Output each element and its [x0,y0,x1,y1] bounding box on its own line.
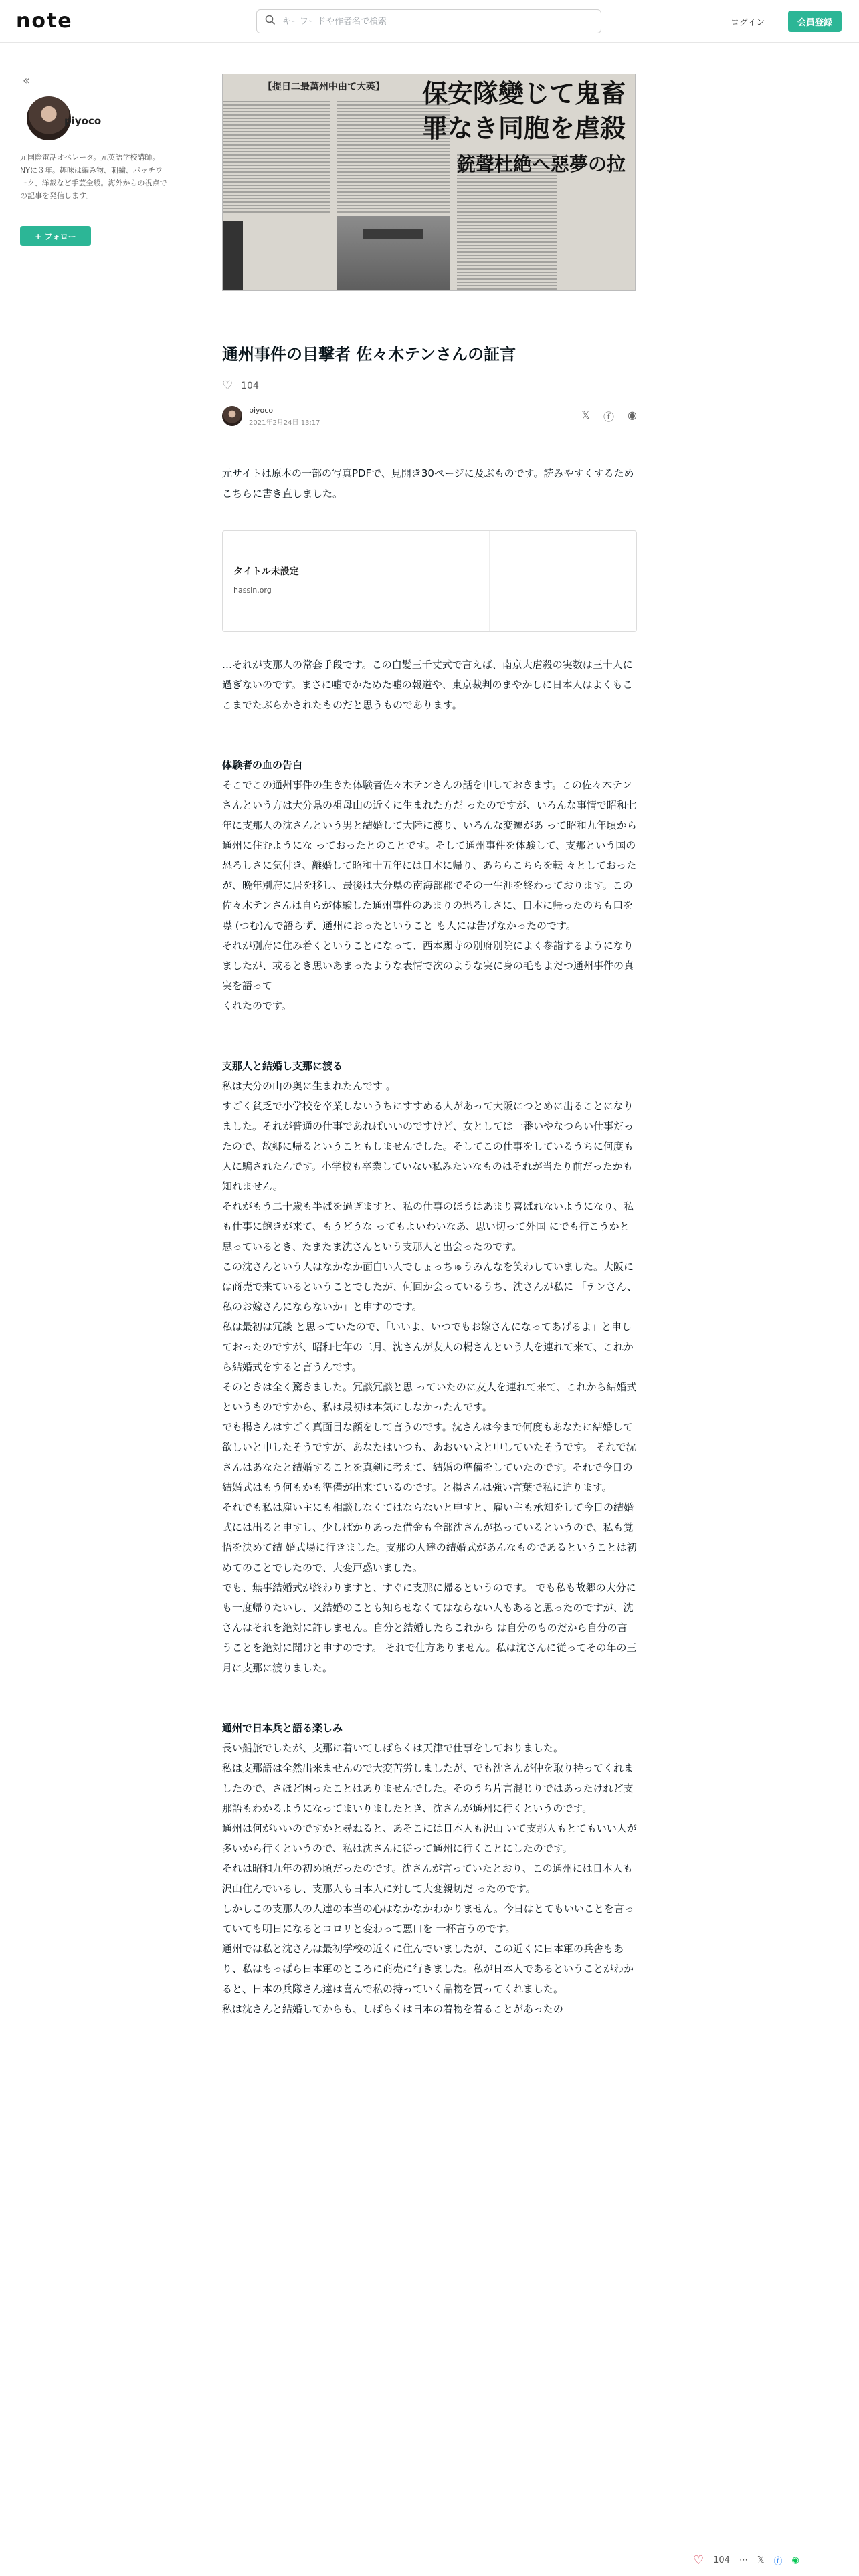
hero-headline-2: 罪なき同胞を虐殺 [421,113,626,143]
paragraph: 通州では私と沈さんは最初学校の近くに住んでいましたが、この近くに日本軍の兵舎もあり、私はもっぱら日本軍のところに商売に行きました。私が日本人であるということがわかると、日本の兵隊さん達は喜んで私の持っていく品物を買ってくれました。 [222,1943,634,1995]
paragraph: 私は大分の山の奥に生まれたんです 。 [222,1080,396,1092]
like-count: 104 [241,380,259,391]
x-share-icon[interactable]: 𝕏 [581,409,591,421]
embed-host: hassin.org [233,586,272,595]
link-embed-card[interactable] [222,530,637,632]
paragraph: それでも私は雇い主にも相談しなくてはならないと申すと、雇い主も承知をして今日の結婚式には出ると申すし、少しばかりあった借金も全部沈さんが払っているというので、私も覚悟を決めて結 婚式場に行きました。支那の人達の結婚式があんなものであるということは初めてのことでしたので、大変戸惑いました。 [222,1501,637,1574]
sidebar-author-name[interactable]: piyoco [64,115,102,127]
paragraph: くれたのです。 [222,1000,292,1012]
intro-paragraph: 元サイトは原本の一部の写真PDFで、見開き30ページに及ぶものです。読みやすくするためこちらに書き直しました。 [222,467,634,500]
article-title: 通州事件の目撃者 佐々木テンさんの証言 [222,345,516,364]
section-body-2 [222,1076,637,1678]
like-row [222,379,637,393]
paragraph: 通州は何がいいのですかと尋ねると、あそこには日本人も沢山 いて支那人もとてもいい人が多いから行くというので、私は沈さんに従って通州に行くことにしたのです。 [222,1822,637,1854]
section-heading-2: 支那人と結婚し支那に渡る [222,1060,343,1072]
paragraph: 長い船旅でしたが、支那に着いてしばらくは天津で仕事をしておりました。 [222,1742,564,1754]
collapse-sidebar-icon[interactable]: « [23,74,31,88]
facebook-share-icon[interactable]: ⓕ [773,2556,783,2567]
paragraph: 私は沈さんと結婚してからも、しばらくは日本の着物を着ることがあったの [222,2003,563,2015]
line-share-icon[interactable]: ◉ [791,2555,799,2565]
follow-button[interactable]: + フォロー [20,226,91,246]
top-header [0,0,859,43]
paragraph: 私は最初は冗談 と思っていたので、「いいよ、いつでもお嫁さんになってあげるよ」と申しておったのですが、昭和七年の二月、沈さんが友人の楊さんという人を連れて来て、これから結婚式をすると言うんです。 [222,1321,634,1373]
paragraph: それが別府に住み着くということになって、西本願寺の別府別院によく参詣するようになりましたが、或るとき思いあまったような表情で次のような実に身の毛もよだつ通州事件の真実を語って [222,940,634,992]
hero-photo [337,216,450,291]
article-main [222,74,637,2019]
section-body-1 [222,775,637,1016]
facebook-share-icon[interactable]: ⓕ [603,411,615,423]
hero-headline-3: 銃聲杜絶へ惡夢の拉 [456,153,626,175]
more-icon[interactable]: ⋯ [739,2555,748,2565]
note-logo[interactable]: note [16,9,73,33]
paragraph: それがもう二十歳も半ばを過ぎますと、私の仕事のほうはあまり喜ばれないようになり、私も仕事に飽きが来て、もうどうな ってもよいわいなあ、思い切って外国 にでも行こうかと思っているとき、たまたま沈さんという支那人と出会ったのです。 [222,1200,634,1253]
paragraph: それは昭和九年の初め頃だったのです。沈さんが言っていたとおり、この通州には日本人も沢山住んでいるし、支那人も日本人に対して大変親切だ ったのです。 [222,1862,633,1895]
share-icons [581,409,637,424]
paragraph: でも、無事結婚式が終わりますと、すぐに支那に帰るというのです。 でも私も故郷の大分にも一度帰りたいし、又結婚のことも知らせなくてはならない人もあると思ったのですが、沈さんはそれを絶対に許しません。自分と結婚したらこれから は自分のものだから自分の言うことを絶対に聞けと申すのです。 それで仕方ありません。私は沈さんに従ってその年の三月に支那に渡りました。 [222,1582,637,1674]
hero-newspaper-image [222,74,636,291]
embed-title: タイトル未設定 [233,566,299,577]
search-icon [265,15,276,28]
paragraph: そのときは全く驚きました。冗談冗談と思 っていたのに友人を連れて来て、これから結婚式というものですから、私は最初は本気にしなかったんです。 [222,1381,637,1413]
bottom-like-count: 104 [713,2555,730,2565]
author-avatar[interactable] [222,406,242,426]
paragraph: しかしこの支那人の人達の本当の心はなかなかわかりません。今日はとてもいいことを言っていても明日になるとコロリと変わって悪口を 一杯言うのです。 [222,1903,634,1935]
hero-headline-1: 保安隊變じて鬼畜 [421,78,626,108]
search-input[interactable] [282,17,577,27]
publish-date: 2021年2月24日 13:17 [249,419,320,427]
search-box[interactable] [256,9,601,33]
x-share-icon[interactable]: 𝕏 [757,2555,765,2565]
paragraph: 私は支那語は全然出来ませんので大変苦労しましたが、でも沈さんが仲を取り持ってくれましたので、さほど困ったことはありませんでした。そのうち片言混じりではあったけれど支那語もわかるようになってまいりましたとき、沈さんが通州に行くというのです。 [222,1762,634,1814]
line-share-icon[interactable]: ◉ [628,409,637,421]
paragraph: でも楊さんはすごく真面目な顔をして言うのです。沈さんは今まで何度もあなたに結婚して欲しいと申したそうですが、あなたはいつも、あおいいよと申していたそうです。 それで沈さんはあなたと結婚することを真剣に考えて、結婚の準備をしていたのです。それで今日の結婚式はもう何もかも準備が出来ているのです。と楊さんは強い言葉で私に迫ります。 [222,1421,636,1493]
lead-paragraph: …それが支那人の常套手段です。この白髪三千丈式で言えば、南京大虐殺の実数は三十人に過ぎないのです。まさに嘘でかためた嘘の報道や、東京裁判のまやかしに日本人はよくもここまでたぶらかされたものだと思うものであります。 [222,659,633,711]
login-button[interactable]: ログイン [723,12,773,31]
paragraph: この沈さんという人はなかなか面白い人でしょっちゅうみんなを笑わしていました。大阪には商売で来ているということでしたが、何回か会っているうち、沈さんが私に 「テンさん、私のお嫁さんにならないか」と申すのです。 [222,1261,637,1313]
heart-icon[interactable]: ♡ [222,379,233,393]
signup-button[interactable]: 会員登録 [788,11,842,32]
hero-headline-top: 【提日二最萬州中由て大英】 [263,82,385,92]
author-bio: 元国際電話オペレータ。元英語学校講師。NYに３年。趣味は編み物、刺繍、パッチワーク、洋裁など手芸全般。海外からの視点での記事を発信します。 [20,153,167,200]
author-row [222,405,637,431]
paragraph: そこでこの通州事件の生きた体験者佐々木テンさんの話を申しておきます。この佐々木テンさんという方は大分県の祖母山の近くに生まれた方だ ったのですが、いろんな事情で昭和七年に支那人の沈さんという男と結婚して大陸に渡り、いろんな変遷があ って昭和九年頃から通州に住むようにな っておったとのことです。そして通州事件を体験して、支那という国の恐ろしさに気付き、離婚して昭和十五年には日本に帰り、あちらこちらを転 々としておったが、晩年別府に居を移し、最後は大分県の南海部郡でその一生涯を終わっております。この佐々木テンさんは自らが体験した通州事件のあまりの恐ろしさに、日本に帰ったのちも口を噤 (つむ)んで語らず、通州におったということ も人には告げなかったのです。 [222,779,637,932]
paragraph: すごく貧乏で小学校を卒業しないうちにすすめる人があって大阪につとめに出ることになりました。それが普通の仕事であればいいのですけど、女としては一番いやなつらい仕事だったので、故郷に帰るということもしませんでした。そしてこの仕事をしているうちに何度も人に騙されたんです。小学校も卒業していない私みたいなものはそれが当たり前だったかも知れません。 [222,1100,634,1192]
heart-icon[interactable]: ♡ [693,2553,704,2567]
author-name[interactable]: piyoco [249,406,274,415]
section-heading-1: 体験者の血の告白 [222,759,303,771]
floating-action-bar [693,2547,859,2573]
section-body-3 [222,1738,637,2019]
section-heading-3: 通州で日本兵と語る楽しみ [222,1722,343,1734]
